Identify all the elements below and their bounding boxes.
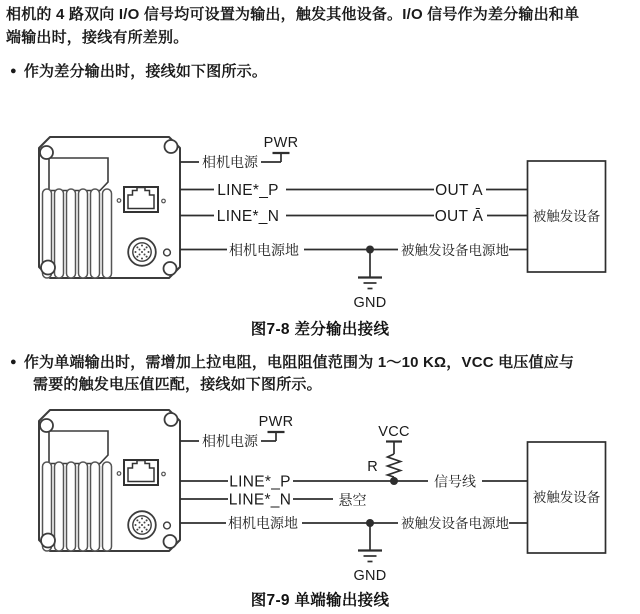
- label-device-power-ground: 被触发设备电源地: [401, 516, 509, 531]
- label-gnd: GND: [353, 568, 387, 584]
- label-resistor: R: [367, 459, 378, 475]
- label-camera-power-ground: 相机电源地: [228, 515, 298, 531]
- intro-line-1: 相机的 4 路双向 I/O 信号均可设置为输出，触发其他设备。I/O 信号作为差分输出和单: [6, 6, 580, 23]
- label-line-p: LINE*_P: [229, 473, 291, 491]
- label-camera-power-ground: 相机电源地: [229, 242, 299, 258]
- intro-paragraph: [6, 4, 638, 49]
- label-line-p: LINE*_P: [217, 182, 279, 199]
- ground-symbol-icon: [358, 250, 382, 289]
- bullet-icon: ●: [10, 65, 17, 77]
- intro-line-2: 端输出时，接线有所差别。: [6, 28, 189, 46]
- bullet-single-ended-line-2: 需要的触发电压值匹配，接线如下图所示。: [33, 376, 322, 393]
- wire-junction-dot: [390, 477, 398, 485]
- pull-up-resistor-branch: [386, 442, 402, 482]
- label-triggered-device: 被触发设备: [532, 209, 601, 224]
- figure-caption-7-8: 图7-8 差分输出接线: [250, 321, 390, 338]
- diagram-single-ended-output: [0, 398, 640, 586]
- camera-illustration: [39, 410, 180, 551]
- label-pwr: PWR: [258, 414, 294, 430]
- bullet-differential-text: 作为差分输出时，接线如下图所示。: [23, 63, 268, 80]
- label-camera-power: 相机电源: [202, 154, 258, 170]
- bullet-differential-output: [10, 60, 267, 83]
- figure-caption-7-9: 图7-9 单端输出接线: [250, 592, 390, 609]
- label-vcc: VCC: [378, 424, 410, 440]
- label-camera-power: 相机电源: [202, 433, 258, 449]
- resistor-icon: [388, 454, 401, 477]
- label-out-a-bar: OUT Ā: [434, 208, 484, 225]
- bullet-single-ended-line-1: 作为单端输出时，需增加上拉电阻，电阻阻值范围为 1～10 KΩ，VCC 电压值应与: [23, 354, 575, 371]
- label-line-n: LINE*_N: [228, 491, 292, 509]
- bullet-single-ended-output: [10, 351, 574, 396]
- ground-symbol-icon: [358, 523, 382, 562]
- label-line-n: LINE*_N: [216, 208, 280, 225]
- camera-illustration: [39, 137, 180, 278]
- bullet-icon: ●: [10, 356, 17, 368]
- label-out-a: OUT A: [435, 182, 483, 199]
- label-device-power-ground: 被触发设备电源地: [401, 243, 509, 258]
- label-pwr: PWR: [263, 135, 299, 151]
- diagram-differential-output: [0, 120, 640, 312]
- label-floating: 悬空: [338, 492, 367, 508]
- label-signal-line: 信号线: [434, 473, 476, 490]
- label-gnd: GND: [353, 295, 387, 311]
- label-triggered-device: 被触发设备: [532, 490, 601, 505]
